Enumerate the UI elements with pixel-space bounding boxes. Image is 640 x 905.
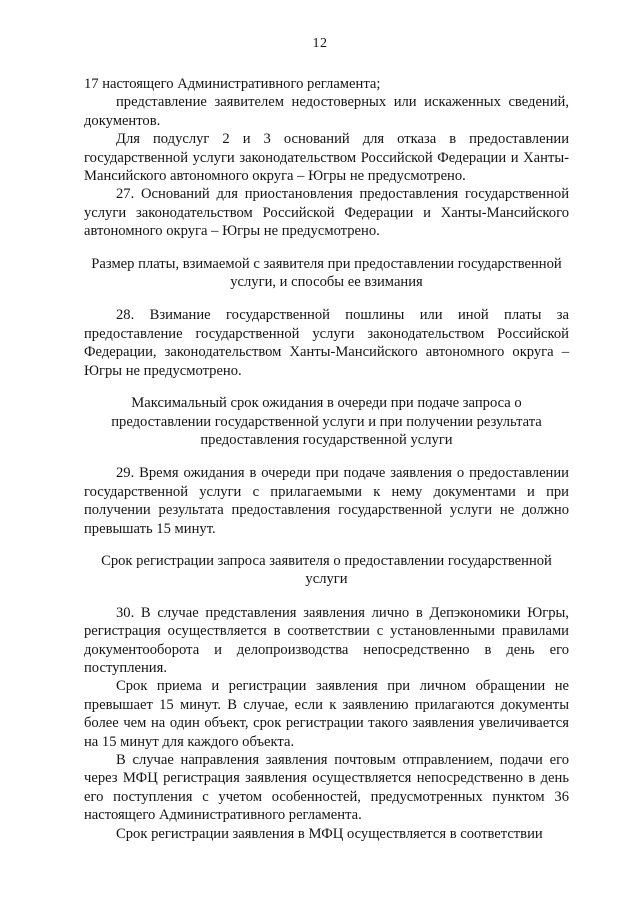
section-heading-fee: Размер платы, взимаемой с заявителя при предоставлении государственной услуги, и способы ее взимания: [91, 255, 562, 291]
page-number: 12: [312, 36, 328, 51]
paragraph-mfc-registration: Срок регистрации заявления в МФЦ осуществляется в соответствии: [116, 825, 543, 842]
paragraph-postal-submission: В случае направления заявления почтовым отправлением, подачи его через МФЦ регистрация заявления осуществляется непосредственно в день его поступления с учетом особенностей, предусмотренных пунктом 36 настоящего Административного регламента.: [84, 752, 569, 824]
paragraph-registration-time: Срок приема и регистрации заявления при личном обращении не превышает 15 минут. В случае, если к заявлению прилагаются документы более чем на один объект, срок регистрации такого заявления увеличивается на 15 минут для каждого объекта.: [84, 678, 569, 750]
paragraph-30: 30. В случае представления заявления лично в Депэкономики Югры, регистрация осуществляется в соответствии с установленными правилами документооборота и делопроизводства непосредственно в день его поступления.: [84, 604, 569, 676]
section-heading-registration: Срок регистрации запроса заявителя о предоставлении государственной услуги: [101, 552, 552, 588]
paragraph-continuation: 17 настоящего Административного регламента;: [84, 76, 381, 92]
document-body: [84, 75, 569, 843]
paragraph-27: 27. Оснований для приостановления предоставления государственной услуги законодательством Российской Федерации и Ханты-Мансийского автономного округа – Югры не предусмотрено.: [84, 186, 569, 240]
paragraph-28: 28. Взимание государственной пошлины или иной платы за предоставление государственной услуги законодательством Российской Федерации, законодательством Ханты-Мансийского автономного округа – Югры не предусмотрено.: [84, 307, 569, 379]
section-heading-queue-time: Максимальный срок ожидания в очереди при подаче запроса о предоставлении государственной услуги и при получении результата предоставления государственной услуги: [111, 395, 542, 448]
paragraph-subservices-refusal: Для подуслуг 2 и 3 оснований для отказа в предоставлении государственной услуги законодательством Российской Федерации и Ханты-Мансийского автономного округа – Югры не предусмотрено.: [84, 131, 569, 185]
paragraph-false-info: представление заявителем недостоверных или искаженных сведений, документов.: [84, 94, 569, 129]
paragraph-29: 29. Время ожидания в очереди при подаче заявления о предоставлении государственной услуги с прилагаемыми к нему документами и при получении результата предоставления государственной услуги не должно превышать 15 минут.: [84, 465, 569, 537]
